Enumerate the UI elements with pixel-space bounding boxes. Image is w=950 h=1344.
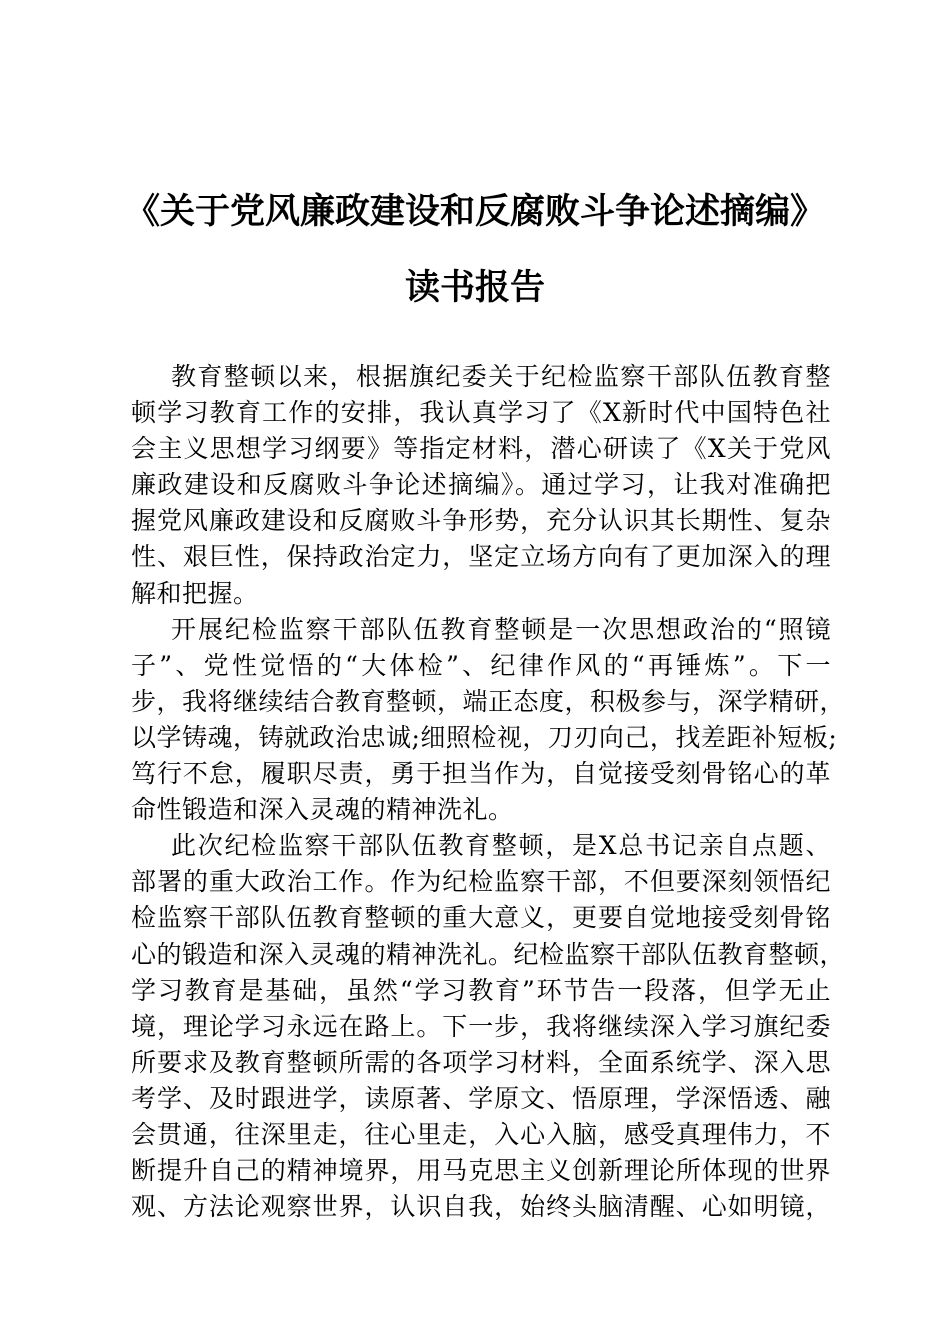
text-line: 检监察干部队伍教育整顿的重大意义，更要自觉地接受刻骨铭 [131, 903, 831, 933]
text-line: 心的锻造和深入灵魂的精神洗礼。纪检监察干部队伍教育整顿， [131, 939, 846, 969]
text-line: 观、方法论观察世界，认识自我，始终头脑清醒、心如明镜， [131, 1192, 831, 1222]
text-line: 命性锻造和深入灵魂的精神洗礼。 [131, 795, 514, 825]
document-title: 《关于党风廉政建设和反腐败斗争论述摘编》 [124, 191, 825, 232]
text-line: 会贯通，往深里走，往心里走，入心入脑，感受真理伟力，不 [131, 1119, 831, 1149]
text-line: 解和把握。 [131, 578, 259, 608]
text-line: 教育整顿以来，根据旗纪委关于纪检监察干部队伍教育整 [171, 362, 831, 391]
text-line: 此次纪检监察干部队伍教育整顿，是X总书记亲自点题、 [171, 831, 831, 861]
text-line: 步，我将继续结合教育整顿，端正态度，积极参与，深学精研， [131, 686, 846, 716]
text-line: 断提升自己的精神境界，用马克思主义创新理论所体现的世界 [131, 1156, 831, 1186]
text-line: 考学、及时跟进学，读原著、学原文、悟原理，学深悟透、融 [131, 1083, 831, 1113]
text-line: 子”、党性觉悟的“大体检”、纪律作风的“再锤炼”。下一 [131, 650, 831, 680]
text-line: 所要求及教育整顿所需的各项学习材料，全面系统学、深入思 [131, 1047, 831, 1077]
text-line: 笃行不怠，履职尽责，勇于担当作为，自觉接受刻骨铭心的革 [131, 759, 831, 789]
paragraph [131, 828, 846, 1225]
text-line: 顿学习教育工作的安排，我认真学习了《X新时代中国特色社 [131, 398, 831, 428]
document-subtitle: 读书报告 [404, 267, 545, 308]
document-body [131, 359, 846, 1225]
text-line: 境，理论学习永远在路上。下一步，我将继续深入学习旗纪委 [131, 1011, 831, 1041]
text-line: 开展纪检监察干部队伍教育整顿是一次思想政治的“照镜 [171, 614, 831, 644]
paragraph [131, 612, 846, 829]
text-line: 学习教育是基础，虽然“学习教育”环节告一段落，但学无止 [131, 975, 831, 1005]
paragraph [131, 359, 831, 612]
text-line: 廉政建设和反腐败斗争论述摘编》。通过学习，让我对准确把 [131, 470, 831, 500]
text-line: 握党风廉政建设和反腐败斗争形势，充分认识其长期性、复杂 [131, 506, 831, 536]
text-line: 会主义思想学习纲要》等指定材料，潜心研读了《X关于党风 [131, 434, 831, 464]
text-line: 性、艰巨性，保持政治定力，坚定立场方向有了更加深入的理 [131, 542, 831, 572]
text-line: 以学铸魂，铸就政治忠诚;细照检视，刀刃向己，找差距补短板; [131, 722, 838, 752]
text-line: 部署的重大政治工作。作为纪检监察干部，不但要深刻领悟纪 [131, 867, 831, 897]
